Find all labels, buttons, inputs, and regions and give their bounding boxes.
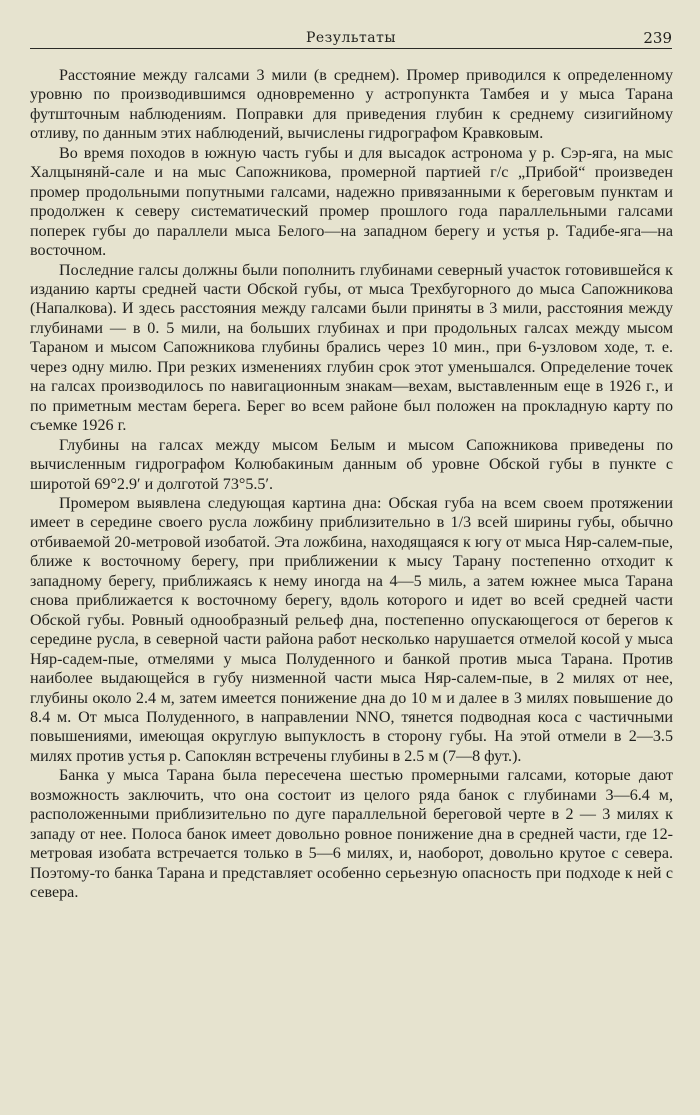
running-title: Результаты <box>305 30 397 46</box>
header-rule <box>30 48 672 49</box>
paragraph: Последние галсы должны были пополнить глубинами северный участок готовившейся к изданию карты средней части Обской губы, от мыса Трехбугорного до мыса Сапожникова (Напалкова). И здесь расстояния между галсами были приняты в 3 мили, расстояния между глубинами — в 0. 5 мили, на больших глубинах и при продольных галсах между мысом Тараном и мысом Сапожникова глубины брались через 10 мин., при 6-узловом ходе, т. е. через одну милю. При резких изменениях глубин срок этот уменьшался. Определение точек на галсах производилось по навигационным знакам—вехам, выставленным еще в 1926 г., и по приметным местам берега. Берег во всем районе был положен на прокладную карту по съемке 1926 г. <box>30 261 673 435</box>
paragraph: Во время походов в южную часть губы и для высадок астронома у р. Сэр-яга, на мыс Халцынянй-сале и на мыс Сапожникова, промерной партией г/с „Прибой“ произведен промер продольными попутными галсами, надежно привязанными к береговым пунктам и продолжен к северу систематический промер прошлого года параллельными галсами поперек губы до параллели мыса Белого—на западном берегу и устья р. Тадибе-яга—на восточном. <box>30 144 673 260</box>
page-number: 239 <box>643 29 672 47</box>
body-text <box>30 66 673 902</box>
paragraph: Глубины на галсах между мысом Белым и мысом Сапожникова приведены по вычисленным гидрографом Колюбакиным данным об уровне Обской губы в пункте с широтой 69°2.9′ и долготой 73°5.5′. <box>30 436 673 493</box>
paragraph: Банка у мыса Тарана была пересечена шестью промерными галсами, которые дают возможность заключить, что она состоит из целого ряда банок с глубинами 3—6.4 м, расположенными приблизительно по дуге параллельной береговой черте в 2 — 3 милях к западу от нее. Полоса банок имеет довольно ровное понижение дна в средней части, где 12-метровая изобата встречается только в 5—6 милях, и, наоборот, довольно крутое с севера. Поэтому-то банка Тарана и представляет особенно серьезную опасность при подходе к ней с севера. <box>30 767 673 902</box>
paragraph: Промером выявлена следующая картина дна: Обская губа на всем своем протяжении имеет в середине своего русла ложбину приблизительно в 1/3 всей ширины губы, обычно отбиваемой 20-метровой изобатой. Эта ложбина, находящаяся к югу от мыса Няр-салем-пые, ближе к восточному берегу, при приближении к мысу Тарану постепенно отходит к западному берегу, приближаясь к нему иногда на 4—5 миль, а затем южнее мыса Тарана снова приближается к восточному берегу, вдоль которого и идет во всей средней части Обской губы. Ровный однообразный рельеф дна, постепенно опускающегося от берегов к середине русла, в северной части района работ несколько нарушается отмелой косой у мыса Няр-садем-пые, отмелями у мыса Полуденного и банкой против мыса Тарана. Против наиболее выдающейся в губу низменной части мыса Няр-салем-пые, в 2 милях от нее, глубины около 2.4 м, затем имеется понижение дна до 10 м и далее в 3 милях повышение до 8.4 м. От мыса Полуденного, в направлении NNO, тянется подводная коса с частичными повышениями, имеющая округлую выпуклость в сторону губы. На этой отмели в 2—3.5 милях против устья р. Сапоклян встречены глубины в 2.5 м (7—8 фут.). <box>30 494 673 765</box>
page-header <box>30 26 672 50</box>
paragraph: Расстояние между галсами 3 мили (в среднем). Промер приводился к определенному уровню по производившимся одновременно у астропункта Тамбея и у мыса Тарана футшточным наблюдениям. Поправки для приведения глубин к среднему сизигийному отливу, по данным этих наблюдений, вычислены гидрографом Кравковым. <box>30 67 673 143</box>
